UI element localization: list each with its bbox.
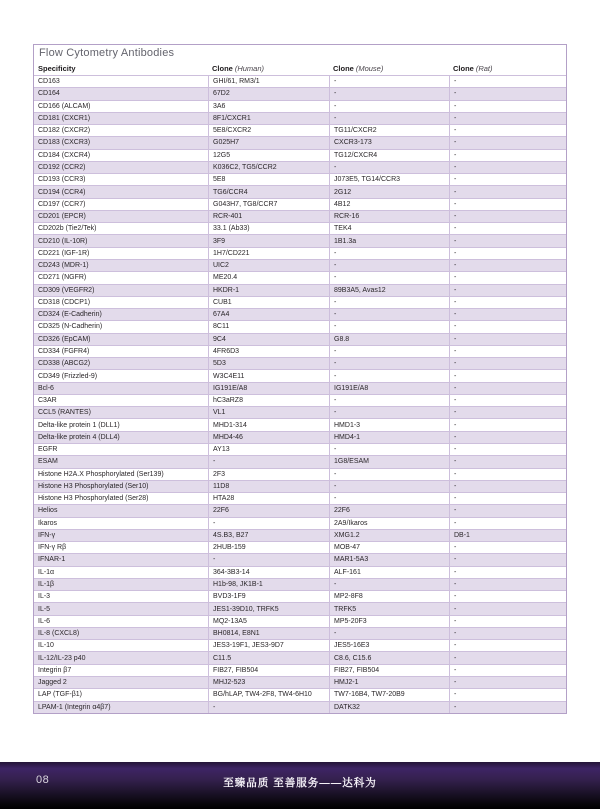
- cell-specificity: CCL5 (RANTES): [38, 409, 91, 417]
- cell-clone: -: [329, 370, 449, 381]
- cell-clone: HMD4-1: [329, 432, 449, 443]
- cell-clone: C11.5: [208, 652, 329, 663]
- cell-specificity: CD326 (EpCAM): [38, 335, 91, 343]
- table-row: [34, 222, 566, 234]
- cell-clone: -: [449, 272, 566, 283]
- cell-clone: CXCR3-173: [329, 137, 449, 148]
- cell-specificity: Histone H3 Phosphorylated (Ser10): [38, 482, 149, 490]
- cell-clone: -: [449, 419, 566, 430]
- table-row: [34, 664, 566, 676]
- cell-clone: -: [329, 248, 449, 259]
- cell-clone: -: [449, 309, 566, 320]
- cell-specificity: CD202b (Tie2/Tek): [38, 225, 97, 233]
- cell-clone: BG/hLAP, TW4-2F8, TW4-6H10: [208, 689, 329, 700]
- cell-clone: -: [449, 370, 566, 381]
- cell-clone: 2HUB-159: [208, 542, 329, 553]
- antibody-table: [33, 44, 567, 714]
- cell-specificity: IL-1β: [38, 581, 55, 589]
- table-header-row: [34, 61, 566, 75]
- cell-specificity: Histone H2A.X Phosphorylated (Ser139): [38, 470, 164, 478]
- table-row: [34, 676, 566, 688]
- cell-clone: ALF-161: [329, 567, 449, 578]
- cell-clone: G025H7: [208, 137, 329, 148]
- cell-clone: BVD3-1F9: [208, 591, 329, 602]
- cell-clone: -: [449, 567, 566, 578]
- table-row: [34, 284, 566, 296]
- cell-clone: 4FR6D3: [208, 346, 329, 357]
- cell-clone: HTA28: [208, 493, 329, 504]
- cell-clone: VL1: [208, 407, 329, 418]
- column-header-2: Clone (Mouse): [333, 63, 384, 73]
- table-row: [34, 198, 566, 210]
- cell-clone: TEK4: [329, 223, 449, 234]
- cell-specificity: C3AR: [38, 397, 57, 405]
- cell-specificity: CD221 (IGF-1R): [38, 249, 90, 257]
- cell-clone: -: [449, 383, 566, 394]
- cell-clone: MHD1-314: [208, 419, 329, 430]
- cell-clone: -: [449, 652, 566, 663]
- cell-clone: CUB1: [208, 297, 329, 308]
- cell-clone: -: [449, 579, 566, 590]
- column-header-1: Clone (Human): [212, 63, 265, 73]
- cell-specificity: LAP (TGF-β1): [38, 691, 82, 699]
- cell-clone: 22F6: [208, 505, 329, 516]
- cell-clone: -: [329, 101, 449, 112]
- cell-clone: G043H7, TG8/CCR7: [208, 199, 329, 210]
- table-row: [34, 87, 566, 99]
- cell-specificity: Delta-like protein 1 (DLL1): [38, 421, 120, 429]
- cell-clone: -: [329, 469, 449, 480]
- cell-clone: -: [449, 162, 566, 173]
- cell-clone: -: [449, 554, 566, 565]
- cell-clone: MQ2-13A5: [208, 616, 329, 627]
- cell-specificity: IFNAR-1: [38, 556, 66, 564]
- cell-clone: -: [329, 407, 449, 418]
- cell-clone: -: [329, 628, 449, 639]
- cell-clone: -: [449, 346, 566, 357]
- cell-clone: -: [449, 493, 566, 504]
- cell-clone: -: [208, 518, 329, 529]
- cell-clone: -: [329, 481, 449, 492]
- cell-specificity: Jagged 2: [38, 679, 67, 687]
- cell-clone: TW7-16B4, TW7-20B9: [329, 689, 449, 700]
- cell-clone: 8C11: [208, 321, 329, 332]
- cell-clone: -: [329, 346, 449, 357]
- cell-clone: -: [449, 628, 566, 639]
- cell-clone: -: [329, 395, 449, 406]
- cell-clone: -: [449, 505, 566, 516]
- table-row: [34, 615, 566, 627]
- cell-specificity: CD183 (CXCR3): [38, 139, 91, 147]
- table-row: [34, 100, 566, 112]
- table-row: [34, 173, 566, 185]
- cell-clone: -: [329, 88, 449, 99]
- table-row: [34, 259, 566, 271]
- cell-clone: -: [329, 358, 449, 369]
- cell-clone: -: [208, 554, 329, 565]
- cell-clone: -: [449, 260, 566, 271]
- cell-specificity: LPAM-1 (Integrin α4β7): [38, 703, 111, 711]
- table-row: [34, 247, 566, 259]
- cell-specificity: IFN-γ Rβ: [38, 544, 67, 552]
- cell-clone: -: [329, 444, 449, 455]
- cell-specificity: CD338 (ABCG2): [38, 360, 91, 368]
- cell-clone: TG12/CXCR4: [329, 150, 449, 161]
- table-row: [34, 369, 566, 381]
- table-row: [34, 431, 566, 443]
- cell-clone: W3C4E11: [208, 370, 329, 381]
- cell-clone: K036C2, TG5/CCR2: [208, 162, 329, 173]
- table-row: [34, 468, 566, 480]
- cell-clone: hC3aRZ8: [208, 395, 329, 406]
- cell-clone: 3F9: [208, 235, 329, 246]
- cell-clone: FIB27, FIB504: [329, 665, 449, 676]
- cell-specificity: CD184 (CXCR4): [38, 151, 91, 159]
- table-row: [34, 161, 566, 173]
- cell-specificity: CD243 (MDR-1): [38, 262, 89, 270]
- cell-clone: ME20.4: [208, 272, 329, 283]
- cell-clone: -: [449, 481, 566, 492]
- table-row: [34, 394, 566, 406]
- cell-clone: -: [449, 174, 566, 185]
- cell-clone: 67A4: [208, 309, 329, 320]
- cell-clone: 364-3B3-14: [208, 567, 329, 578]
- table-row: [34, 185, 566, 197]
- cell-clone: GHI/61, RM3/1: [208, 76, 329, 87]
- cell-specificity: CD271 (NGFR): [38, 274, 87, 282]
- cell-clone: 5E8/CXCR2: [208, 125, 329, 136]
- cell-clone: 5D3: [208, 358, 329, 369]
- table-row: [34, 688, 566, 700]
- cell-specificity: EGFR: [38, 446, 58, 454]
- cell-clone: 2G12: [329, 186, 449, 197]
- cell-specificity: IL-10: [38, 642, 54, 650]
- cell-clone: -: [449, 407, 566, 418]
- cell-clone: -: [329, 579, 449, 590]
- cell-clone: -: [449, 211, 566, 222]
- cell-specificity: CD182 (CXCR2): [38, 127, 91, 135]
- cell-specificity: Delta-like protein 4 (DLL4): [38, 433, 120, 441]
- cell-clone: -: [329, 309, 449, 320]
- cell-clone: 4B12: [329, 199, 449, 210]
- cell-clone: HMJ2-1: [329, 677, 449, 688]
- cell-clone: 5E8: [208, 174, 329, 185]
- cell-clone: 33.1 (Ab33): [208, 223, 329, 234]
- cell-clone: -: [329, 113, 449, 124]
- table-row: [34, 529, 566, 541]
- cell-specificity: IL-6: [38, 617, 51, 625]
- cell-clone: -: [449, 469, 566, 480]
- table-row: [34, 492, 566, 504]
- cell-clone: MOB-47: [329, 542, 449, 553]
- table-row: [34, 651, 566, 663]
- table-row: [34, 149, 566, 161]
- column-header-0: Specificity: [38, 63, 76, 73]
- cell-clone: JES1-39D10, TRFK5: [208, 603, 329, 614]
- table-row: [34, 308, 566, 320]
- table-row: [34, 455, 566, 467]
- cell-clone: -: [329, 297, 449, 308]
- cell-clone: 89B3A5, Avas12: [329, 285, 449, 296]
- table-row: [34, 210, 566, 222]
- cell-clone: -: [449, 235, 566, 246]
- cell-clone: 12G5: [208, 150, 329, 161]
- cell-clone: DATK32: [329, 702, 449, 713]
- cell-specificity: IFN-γ: [38, 531, 56, 539]
- cell-specificity: Helios: [38, 507, 58, 515]
- cell-clone: MHD4-46: [208, 432, 329, 443]
- cell-specificity: CD193 (CCR3): [38, 176, 86, 184]
- cell-clone: UIC2: [208, 260, 329, 271]
- cell-specificity: IL-5: [38, 605, 51, 613]
- cell-specificity: IL-3: [38, 593, 51, 601]
- table-row: [34, 406, 566, 418]
- table-row: [34, 627, 566, 639]
- cell-clone: FIB27, FIB504: [208, 665, 329, 676]
- cell-clone: 2F3: [208, 469, 329, 480]
- cell-clone: 22F6: [329, 505, 449, 516]
- cell-specificity: CD325 (N-Cadherin): [38, 323, 103, 331]
- cell-clone: C8.6, C15.6: [329, 652, 449, 663]
- cell-clone: -: [449, 321, 566, 332]
- cell-clone: RCR-16: [329, 211, 449, 222]
- cell-clone: -: [449, 542, 566, 553]
- cell-clone: -: [449, 186, 566, 197]
- cell-clone: HMD1-3: [329, 419, 449, 430]
- table-row: [34, 443, 566, 455]
- cell-clone: 4S.B3, B27: [208, 530, 329, 541]
- cell-clone: DB-1: [449, 530, 566, 541]
- table-row: [34, 382, 566, 394]
- cell-clone: 1H7/CD221: [208, 248, 329, 259]
- cell-clone: TRFK5: [329, 603, 449, 614]
- cell-specificity: Ikaros: [38, 519, 58, 527]
- cell-clone: 1B1.3a: [329, 235, 449, 246]
- cell-clone: -: [329, 76, 449, 87]
- cell-clone: 8F1/CXCR1: [208, 113, 329, 124]
- cell-clone: -: [449, 199, 566, 210]
- cell-clone: -: [449, 88, 566, 99]
- cell-clone: -: [449, 125, 566, 136]
- cell-clone: -: [449, 640, 566, 651]
- table-row: [34, 602, 566, 614]
- cell-specificity: Histone H3 Phosphorylated (Ser28): [38, 495, 149, 503]
- table-row: [34, 234, 566, 246]
- cell-clone: JES5-16E3: [329, 640, 449, 651]
- cell-clone: -: [449, 137, 566, 148]
- cell-clone: -: [449, 677, 566, 688]
- cell-specificity: CD192 (CCR2): [38, 163, 86, 171]
- cell-clone: -: [449, 334, 566, 345]
- cell-specificity: IL-1α: [38, 568, 55, 576]
- column-header-species: (Human): [234, 63, 265, 73]
- cell-clone: -: [329, 162, 449, 173]
- table-row: [34, 136, 566, 148]
- cell-clone: RCR-401: [208, 211, 329, 222]
- cell-clone: -: [329, 321, 449, 332]
- page-number: 08: [36, 774, 50, 786]
- cell-clone: -: [329, 260, 449, 271]
- table-row: [34, 578, 566, 590]
- table-row: [34, 504, 566, 516]
- cell-specificity: Bcl-6: [38, 384, 54, 392]
- cell-specificity: CD163: [38, 78, 60, 86]
- cell-clone: -: [208, 456, 329, 467]
- cell-clone: -: [449, 150, 566, 161]
- table-row: [34, 590, 566, 602]
- cell-clone: -: [449, 101, 566, 112]
- cell-specificity: CD334 (FGFR4): [38, 347, 90, 355]
- table-row: [34, 480, 566, 492]
- cell-clone: TG6/CCR4: [208, 186, 329, 197]
- cell-specificity: CD309 (VEGFR2): [38, 286, 95, 294]
- cell-clone: -: [449, 591, 566, 602]
- cell-clone: J073E5, TG14/CCR3: [329, 174, 449, 185]
- table-row: [34, 112, 566, 124]
- cell-clone: 11D8: [208, 481, 329, 492]
- cell-clone: -: [449, 297, 566, 308]
- cell-clone: -: [449, 689, 566, 700]
- column-header-3: Clone (Rat): [453, 63, 493, 73]
- cell-specificity: CD194 (CCR4): [38, 188, 86, 196]
- cell-clone: -: [449, 248, 566, 259]
- cell-specificity: IL-12/IL-23 p40: [38, 654, 86, 662]
- table-row: [34, 553, 566, 565]
- cell-specificity: CD197 (CCR7): [38, 200, 86, 208]
- cell-clone: MP2-8F8: [329, 591, 449, 602]
- column-header-species: (Mouse): [355, 63, 384, 73]
- table-row: [34, 357, 566, 369]
- cell-specificity: CD349 (Frizzled-9): [38, 372, 98, 380]
- cell-clone: -: [208, 702, 329, 713]
- cell-clone: BH0814, E8N1: [208, 628, 329, 639]
- cell-clone: -: [449, 358, 566, 369]
- cell-clone: 9C4: [208, 334, 329, 345]
- cell-clone: -: [329, 493, 449, 504]
- cell-specificity: Integrin β7: [38, 666, 72, 674]
- table-row: [34, 345, 566, 357]
- cell-clone: -: [449, 702, 566, 713]
- table-row: [34, 271, 566, 283]
- cell-clone: AY13: [208, 444, 329, 455]
- cell-clone: -: [449, 285, 566, 296]
- table-row: [34, 75, 566, 87]
- cell-clone: -: [449, 665, 566, 676]
- cell-clone: JES3-19F1, JES3-9D7: [208, 640, 329, 651]
- table-title: Flow Cytometry Antibodies: [39, 47, 175, 59]
- table-row: [34, 566, 566, 578]
- cell-clone: HKDR-1: [208, 285, 329, 296]
- cell-clone: IG191E/A8: [208, 383, 329, 394]
- table-row: [34, 320, 566, 332]
- cell-clone: 3A6: [208, 101, 329, 112]
- table-row: [34, 517, 566, 529]
- table-row: [34, 333, 566, 345]
- table-row: [34, 541, 566, 553]
- cell-clone: G8.8: [329, 334, 449, 345]
- column-header-species: (Rat): [475, 63, 493, 73]
- cell-clone: -: [449, 395, 566, 406]
- cell-clone: H1b-98, JK1B-1: [208, 579, 329, 590]
- cell-specificity: CD201 (EPCR): [38, 213, 86, 221]
- cell-clone: TG11/CXCR2: [329, 125, 449, 136]
- cell-specificity: ESAM: [38, 458, 58, 466]
- cell-clone: -: [449, 444, 566, 455]
- cell-clone: MP5-20F3: [329, 616, 449, 627]
- table-row: [34, 418, 566, 430]
- cell-clone: MHJ2-523: [208, 677, 329, 688]
- cell-clone: -: [449, 603, 566, 614]
- cell-clone: -: [329, 272, 449, 283]
- table-row: [34, 296, 566, 308]
- cell-clone: MAR1-5A3: [329, 554, 449, 565]
- cell-clone: -: [449, 113, 566, 124]
- cell-specificity: CD181 (CXCR1): [38, 114, 91, 122]
- table-row: [34, 701, 566, 713]
- antibody-table-body: [34, 75, 566, 713]
- cell-specificity: CD166 (ALCAM): [38, 102, 91, 110]
- cell-clone: XMG1.2: [329, 530, 449, 541]
- table-row: [34, 639, 566, 651]
- table-row: [34, 124, 566, 136]
- footer-band: [0, 762, 600, 809]
- cell-specificity: CD164: [38, 90, 60, 98]
- cell-specificity: CD324 (E-Cadherin): [38, 311, 102, 319]
- cell-clone: -: [449, 76, 566, 87]
- cell-clone: IG191E/A8: [329, 383, 449, 394]
- cell-clone: -: [449, 616, 566, 627]
- footer-slogan: 至臻品质 至善服务——达科为: [223, 777, 377, 789]
- cell-clone: -: [449, 456, 566, 467]
- cell-clone: 1G8/ESAM: [329, 456, 449, 467]
- cell-clone: 67D2: [208, 88, 329, 99]
- cell-specificity: CD210 (IL-10R): [38, 237, 88, 245]
- cell-clone: -: [449, 223, 566, 234]
- cell-clone: 2A9/Ikaros: [329, 518, 449, 529]
- cell-specificity: IL-8 (CXCL8): [38, 630, 80, 638]
- cell-specificity: CD318 (CDCP1): [38, 298, 91, 306]
- cell-clone: -: [449, 432, 566, 443]
- cell-clone: -: [449, 518, 566, 529]
